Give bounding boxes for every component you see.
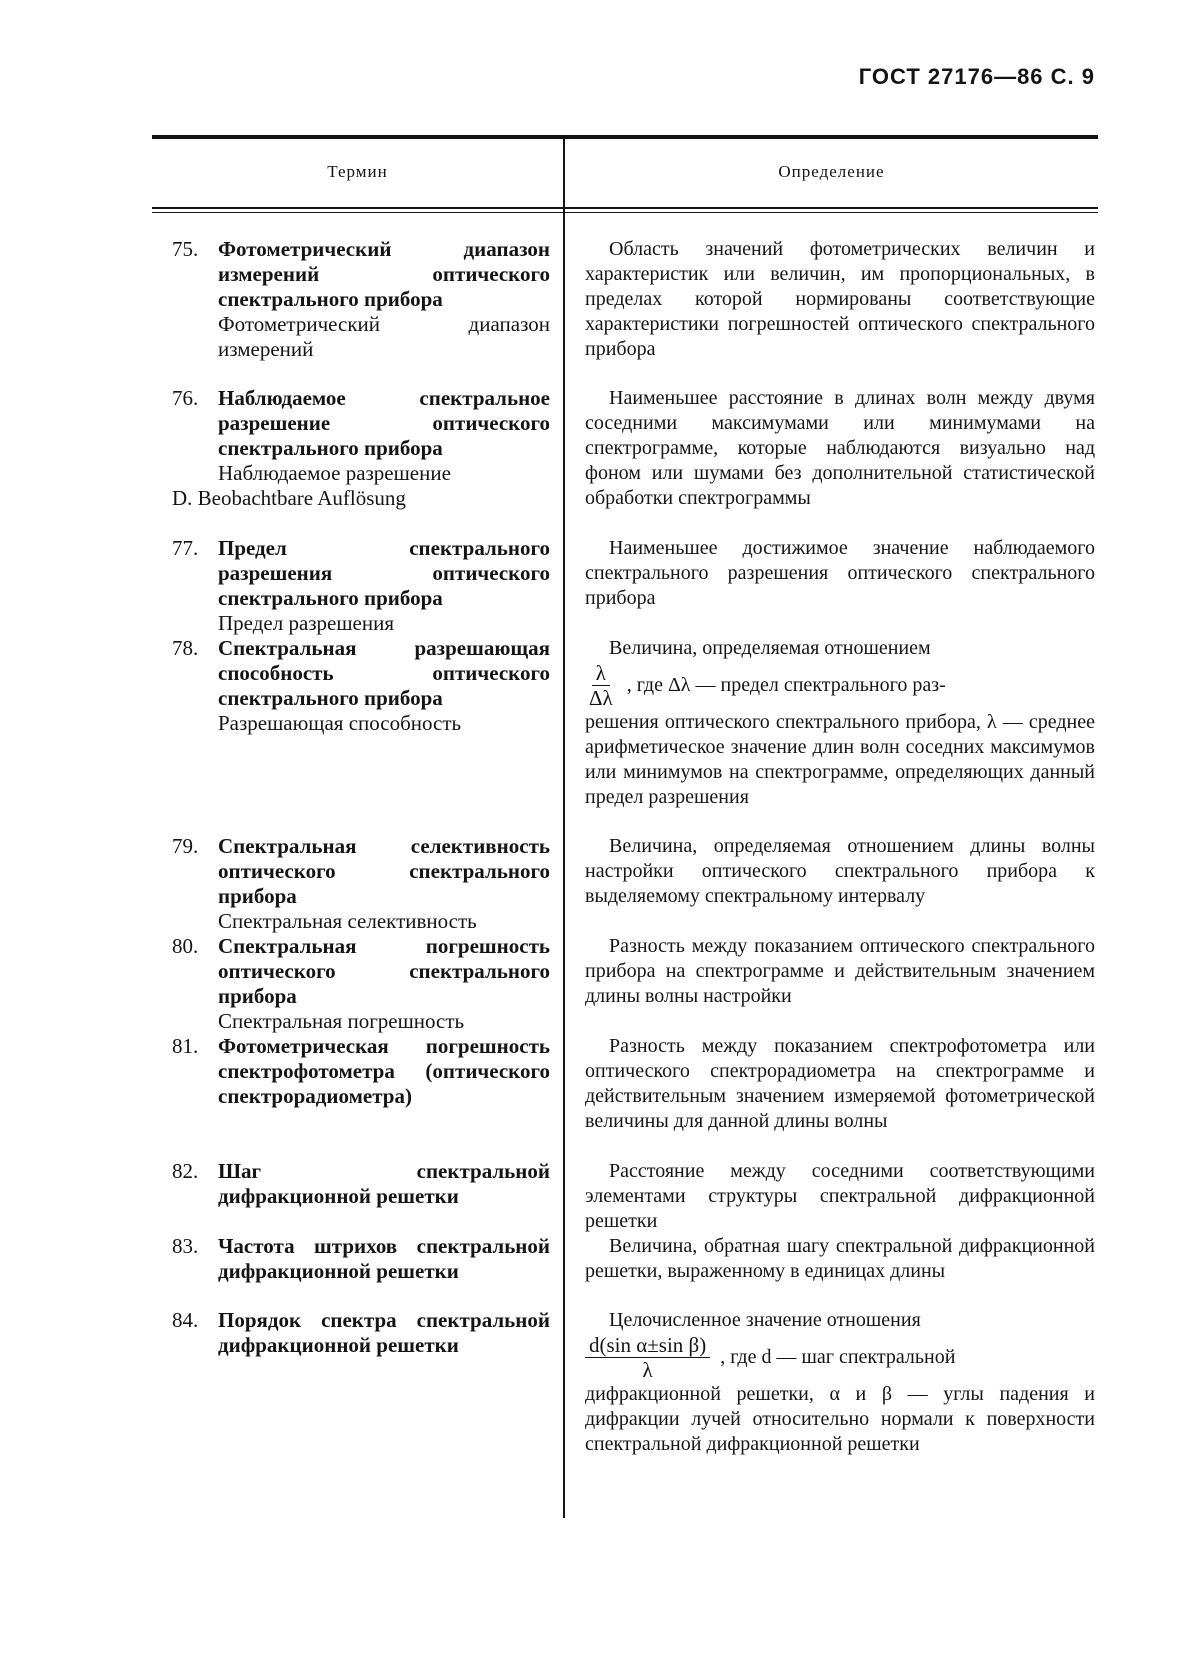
term-title: Порядок спектра спектральной дифракционной решетки — [218, 1308, 550, 1357]
definition-79: Величина, определяемая отношением длины волны настройки оптического спектрального прибора к выделяемому спектральному интервалу — [585, 835, 1095, 907]
term-synonym: Спектральная селективность — [218, 909, 477, 933]
header-bottom-rule — [152, 207, 1098, 209]
term-title: Предел спектрального разрешения оптического спектрального прибора — [218, 536, 550, 610]
fraction-denominator: λ — [642, 1358, 653, 1382]
definition-text: , где Δλ — предел спектрального раз- — [626, 674, 946, 696]
term-title: Частота штрихов спектральной дифракционной решетки — [218, 1234, 550, 1283]
term-synonym: Предел разрешения — [218, 611, 395, 635]
fraction-denominator: Δλ — [589, 686, 613, 710]
definition-81: Разность между показанием спектрофотометра или оптического спектрорадиометра на спектрограмме и действительным значением измеряемой фотометрической величины для данной длины волны — [585, 1035, 1095, 1132]
term-number: 80. — [172, 934, 199, 958]
header-bottom-rule-thin — [152, 212, 1098, 213]
term-78 — [172, 636, 550, 736]
page-header: ГОСТ 27176—86 С. 9 — [858, 64, 1095, 89]
formula-line — [585, 661, 1095, 710]
term-synonym: Наблюдаемое разрешение — [218, 461, 451, 485]
term-foreign-equivalent: D. Beobachtbare Auflösung — [172, 486, 406, 510]
definition-77: Наименьшее достижимое значение наблюдаемого спектрального разрешения оптического спектрального прибора — [585, 537, 1095, 609]
definition-83: Величина, обратная шагу спектральной дифракционной решетки, выраженному в единицах длины — [585, 1235, 1095, 1282]
term-title: Фотометрическая погрешность спектрофотометра (оптического спектрорадиометра) — [218, 1034, 550, 1108]
definition-84 — [585, 1308, 1095, 1457]
term-number: 84. — [172, 1308, 199, 1332]
definition-text: дифракционной решетки, α и β — углы падения и дифракции лучей относительно нормали к поверхности спектральной дифракционной решетки — [585, 1383, 1095, 1455]
term-title: Фотометрический диапазон измерений оптического спектрального прибора — [218, 237, 550, 311]
fraction-numerator: λ — [592, 661, 610, 686]
definition-78 — [585, 636, 1095, 810]
term-title: Наблюдаемое спектральное разрешение оптического спектрального прибора — [218, 386, 550, 460]
term-82 — [172, 1159, 550, 1209]
term-title: Спектральная погрешность оптического спектрального прибора — [218, 934, 550, 1008]
term-title: Шаг спектральной дифракционной решетки — [218, 1159, 550, 1208]
term-number: 76. — [172, 386, 199, 410]
term-75 — [172, 237, 550, 362]
term-number: 75. — [172, 237, 199, 261]
definition-80: Разность между показанием оптического спектрального прибора на спектрограмме и действительным значением длины волны настройки — [585, 935, 1095, 1007]
term-80 — [172, 934, 550, 1034]
term-title: Спектральная селективность оптического спектрального прибора — [218, 834, 550, 908]
column-header-term: Термин — [327, 162, 388, 181]
definition-text: , где d — шаг спектральной — [720, 1346, 956, 1368]
term-79 — [172, 834, 550, 934]
term-number: 79. — [172, 834, 199, 858]
term-number: 77. — [172, 536, 199, 560]
definition-75: Область значений фотометрических величин и характеристик или величин, им пропорциональных, в пределах которой нормированы соответствующие характеристики погрешностей оптического спектрального прибора — [585, 238, 1095, 360]
term-title: Спектральная разрешающая способность оптического спектрального прибора — [218, 636, 550, 710]
fraction-numerator: d(sin α±sin β) — [585, 1333, 710, 1358]
definition-text: решения оптического спектрального прибора, λ — среднее арифметическое значение длин волн соседних максимумов или минимумов на спектрограмме, определяющих данный предел разрешения — [585, 711, 1095, 808]
term-synonym: Спектральная погрешность — [218, 1009, 465, 1033]
term-number: 82. — [172, 1159, 199, 1183]
table-top-rule — [152, 135, 1098, 139]
definition-text: Целочисленное значение отношения — [609, 1309, 921, 1331]
formula-fraction — [585, 661, 617, 710]
formula-line — [585, 1333, 1095, 1382]
term-83 — [172, 1234, 550, 1284]
term-number: 78. — [172, 636, 199, 660]
term-77 — [172, 536, 550, 636]
term-81 — [172, 1034, 550, 1109]
definition-text: Величина, определяемая отношением — [609, 637, 931, 659]
column-header-definition: Определение — [778, 162, 885, 181]
term-76 — [172, 386, 550, 511]
column-divider — [563, 137, 565, 1518]
term-number: 81. — [172, 1034, 199, 1058]
definition-76: Наименьшее расстояние в длинах волн между двумя соседними максимумами или минимумами на спектрограмме, которые наблюдаются визуально над фоном или шумами без дополнительной статистической обработки спектрограммы — [585, 387, 1095, 509]
term-synonym: Фотометрический диапазон измерений — [218, 312, 550, 361]
term-84 — [172, 1308, 550, 1358]
term-synonym: Разрешающая способность — [218, 711, 462, 735]
formula-fraction — [585, 1333, 710, 1382]
term-number: 83. — [172, 1234, 199, 1258]
definition-82: Расстояние между соседними соответствующими элементами структуры спектральной дифракционной решетки — [585, 1160, 1095, 1232]
